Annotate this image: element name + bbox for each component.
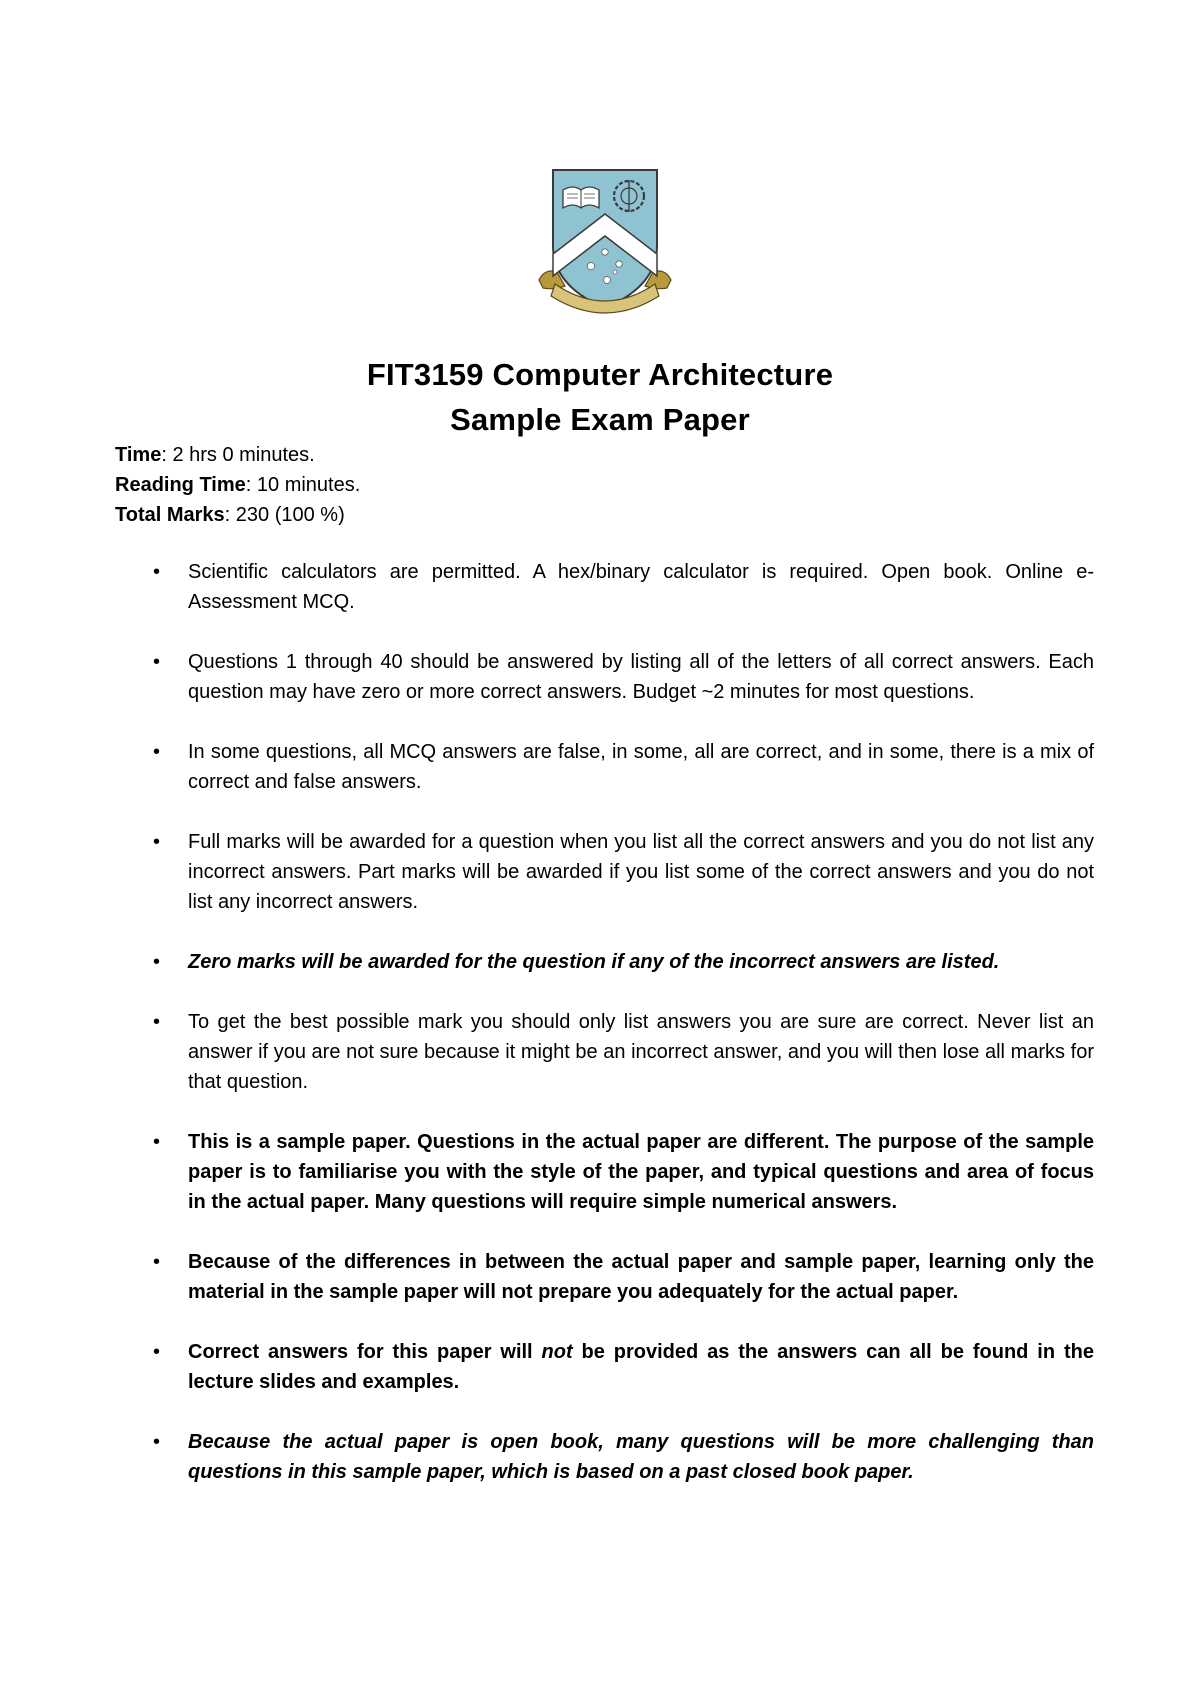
instruction-text: Because the actual paper is open book, many questions will be more challenging than questions in this sample paper, which is based on a past closed book paper. [188,1431,1094,1483]
paper-title: Sample Exam Paper [450,402,750,437]
bullet-icon: • [153,1341,161,1363]
time-value: : 2 hrs 0 minutes. [161,444,315,466]
instruction-text-before: Correct answers for this paper will [188,1341,542,1363]
instruction-text: This is a sample paper. Questions in the actual paper are different. The purpose of the sample paper is to familiarise you with the style of the paper, and typical questions and area of focus in the actual paper. Many questions will require simple numerical answers. [188,1131,1094,1213]
total-marks-value: : 230 (100 %) [224,504,345,526]
bullet-icon: • [153,1131,161,1153]
instruction-text: Because of the differences in between the actual paper and sample paper, learning only the material in the sample paper will not prepare you adequately for the actual paper. [188,1251,1094,1303]
instruction-text: Full marks will be awarded for a question when you list all the correct answers and you do not list any incorrect answers. Part marks will be awarded if you list some of the correct answers and you do not list any incorrect answers. [188,831,1094,913]
university-crest-logo [535,168,675,324]
instruction-item [153,947,1094,977]
bullet-icon: • [153,1251,161,1273]
instruction-item [153,737,1094,797]
instruction-item [153,557,1094,617]
instruction-item [153,1427,1094,1487]
instruction-text: Scientific calculators are permitted. A hex/binary calculator is required. Open book. Online e-Assessment MCQ. [188,561,1094,613]
bullet-icon: • [153,561,161,583]
reading-time-row [115,470,360,500]
instruction-item [153,1247,1094,1307]
instruction-text: Zero marks will be awarded for the question if any of the incorrect answers are listed. [188,951,1000,973]
bullet-icon: • [153,741,161,763]
bullet-icon: • [153,651,161,673]
instruction-emphasis: not [541,1341,573,1363]
instruction-text: Questions 1 through 40 should be answered by listing all of the letters of all correct answers. Each question may have zero or more correct answers. Budget ~2 minutes for most questions. [188,651,1094,703]
bullet-icon: • [153,951,161,973]
bullet-icon: • [153,1011,161,1033]
reading-time-value: : 10 minutes. [245,474,361,496]
reading-time-label: Reading Time [115,474,246,496]
exam-details [115,440,360,530]
instruction-item [153,1127,1094,1217]
course-title: FIT3159 Computer Architecture [366,357,834,392]
bullet-icon: • [153,1431,161,1453]
instruction-text: To get the best possible mark you should only list answers you are sure are correct. Never list an answer if you are not sure because it might be an incorrect answer, and you will then lose all marks for that question. [188,1011,1094,1093]
instruction-text: In some questions, all MCQ answers are false, in some, all are correct, and in some, there is a mix of correct and false answers. [188,741,1094,793]
time-label: Time [115,444,162,466]
instruction-item [153,647,1094,707]
instruction-item [153,1337,1094,1397]
total-marks-label: Total Marks [115,504,225,526]
title-block [0,352,1200,442]
bullet-icon: • [153,831,161,853]
instruction-item [153,1007,1094,1097]
instruction-text-after: be provided as the answers can all be found in the lecture slides and examples. [188,1341,1094,1393]
time-row [115,440,360,470]
instruction-text [188,1341,1094,1393]
total-marks-row [115,500,360,530]
instructions-list [153,557,1094,1517]
instruction-item [153,827,1094,917]
